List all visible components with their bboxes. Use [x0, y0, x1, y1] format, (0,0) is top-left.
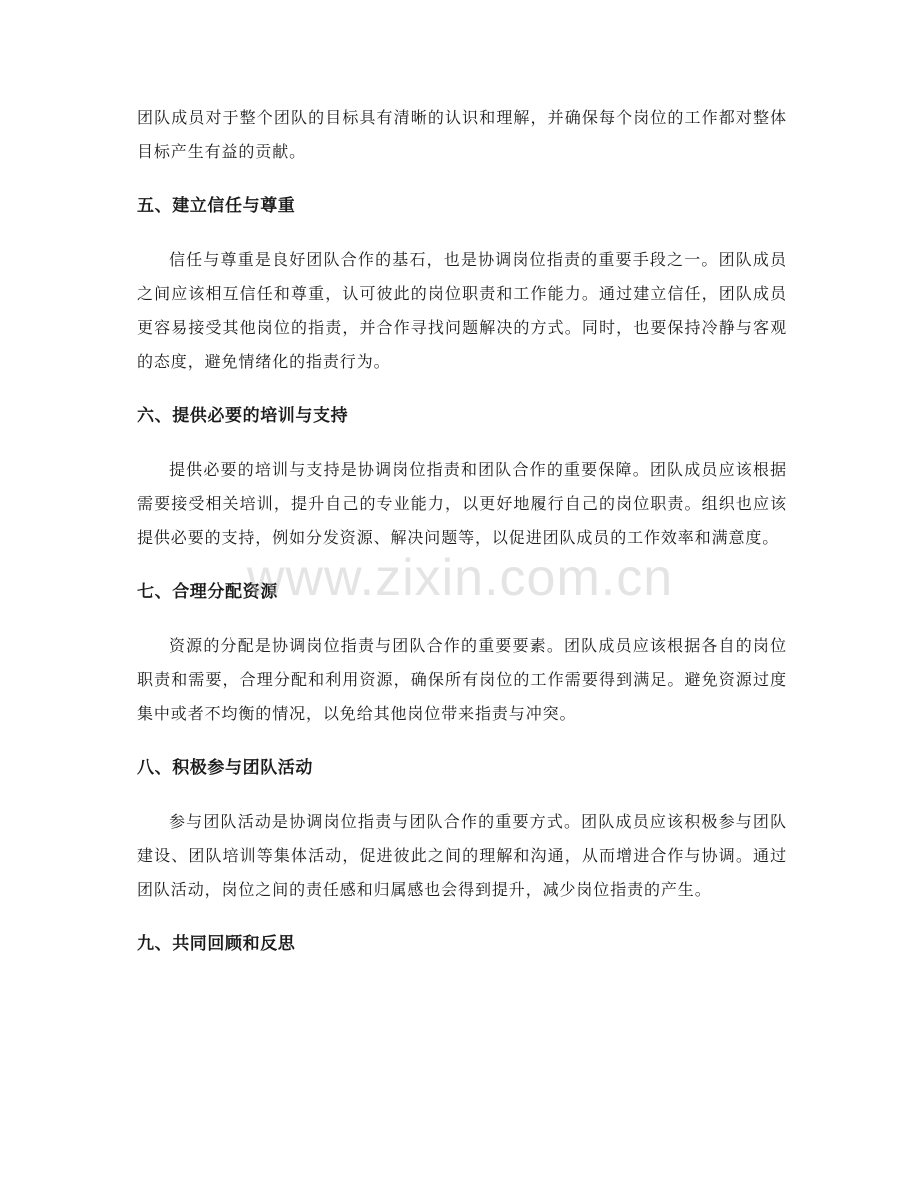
document-body	[137, 101, 787, 961]
watermark-text: www.zixin.com.cn	[246, 549, 674, 607]
paragraph-intro: 团队成员对于整个团队的目标具有清晰的认识和理解，并确保每个岗位的工作都对整体目标产生有益的贡献。	[137, 108, 787, 161]
section-heading-7: 七、合理分配资源	[137, 582, 278, 602]
section-heading-9: 九、共同回顾和反思	[137, 934, 296, 954]
section-heading-6: 六、提供必要的培训与支持	[137, 406, 349, 426]
section-heading-8: 八、积极参与团队活动	[137, 758, 313, 778]
paragraph-section-6: 提供必要的培训与支持是协调岗位指责和团队合作的重要保障。团队成员应该根据需要接受相关培训，提升自己的专业能力，以更好地履行自己的岗位职责。组织也应该提供必要的支持，例如分发资源、解决问题等，以促进团队成员的工作效率和满意度。	[137, 460, 787, 547]
paragraph-section-8: 参与团队活动是协调岗位指责与团队合作的重要方式。团队成员应该积极参与团队建设、团队培训等集体活动，促进彼此之间的理解和沟通，从而增进合作与协调。通过团队活动，岗位之间的责任感和归属感也会得到提升，减少岗位指责的产生。	[137, 812, 787, 899]
paragraph-section-7: 资源的分配是协调岗位指责与团队合作的重要要素。团队成员应该根据各自的岗位职责和需要，合理分配和利用资源，确保所有岗位的工作需要得到满足。避免资源过度集中或者不均衡的情况，以免给其他岗位带来指责与冲突。	[137, 636, 787, 723]
paragraph-section-5: 信任与尊重是良好团队合作的基石，也是协调岗位指责的重要手段之一。团队成员之间应该相互信任和尊重，认可彼此的岗位职责和工作能力。通过建立信任，团队成员更容易接受其他岗位的指责，并合作寻找问题解决的方式。同时，也要保持冷静与客观的态度，避免情绪化的指责行为。	[137, 250, 787, 371]
section-heading-5: 五、建立信任与尊重	[137, 196, 296, 216]
